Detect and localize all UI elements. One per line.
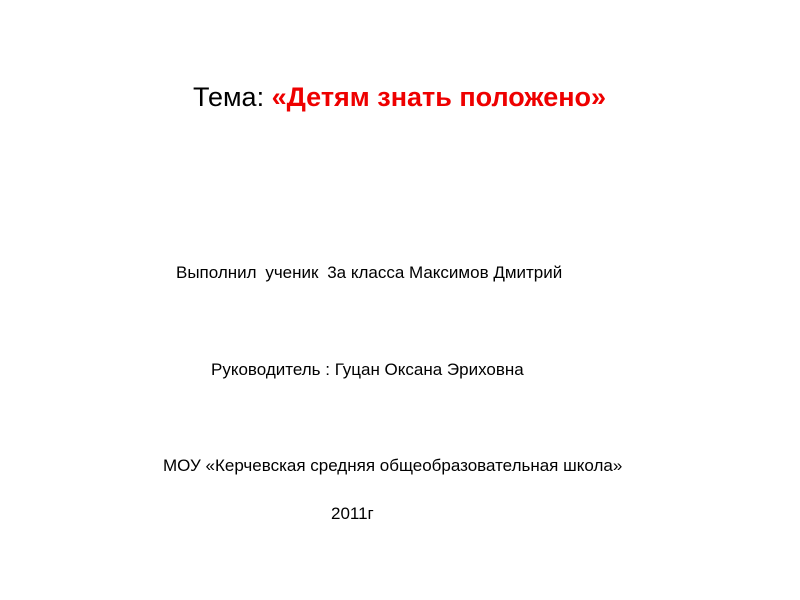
- supervisor-line: Руководитель : Гуцан Оксана Эриховна: [211, 360, 524, 379]
- slide-title: [193, 84, 606, 111]
- school-line: МОУ «Керчевская средняя общеобразовательная школа»: [163, 456, 623, 475]
- year-line: 2011г: [331, 504, 374, 523]
- author-status: ученик: [265, 263, 319, 282]
- topic-label: Тема:: [193, 82, 265, 112]
- author-role: Выполнил: [176, 263, 257, 282]
- author-line: [176, 264, 562, 281]
- topic-value: «Детям знать положено»: [271, 82, 607, 112]
- author-name: 3а класса Максимов Дмитрий: [327, 263, 563, 282]
